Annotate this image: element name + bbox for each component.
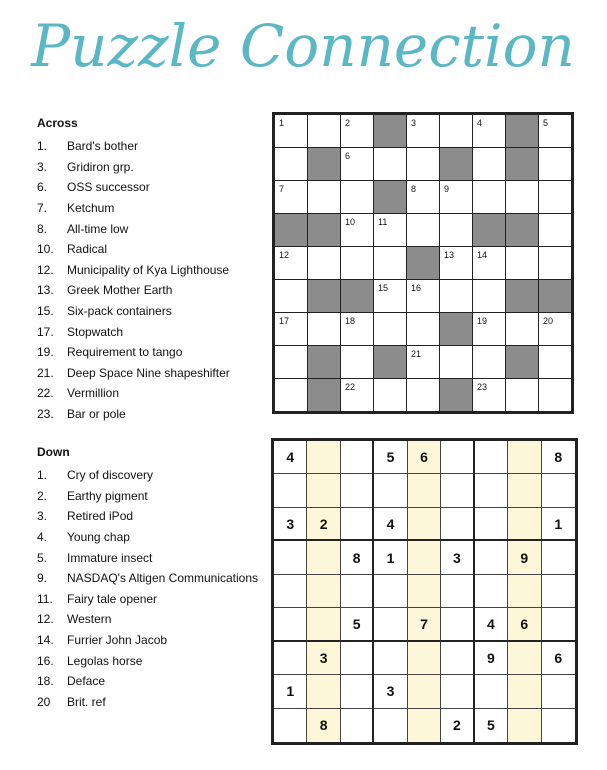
sudoku-given: 4	[475, 608, 508, 641]
crossword-clue-number: 5	[543, 118, 549, 128]
down-heading: Down	[37, 445, 70, 459]
clue-number: 17.	[37, 324, 54, 339]
clue-text: Deep Space Nine shapeshifter	[67, 365, 230, 380]
sudoku-given: 8	[341, 541, 374, 574]
sudoku-cell[interactable]	[441, 474, 474, 507]
clue-number: 12.	[37, 262, 54, 277]
crossword-cell[interactable]	[539, 346, 571, 378]
clue-text: Requirement to tango	[67, 345, 183, 360]
clue-number: 12.	[37, 612, 54, 627]
crossword-cell[interactable]	[506, 181, 538, 213]
crossword-block	[506, 280, 538, 312]
sudoku-given: 8	[542, 441, 575, 474]
crossword-cell[interactable]	[407, 313, 439, 345]
down-clues	[37, 445, 277, 712]
sudoku-cell[interactable]	[374, 474, 407, 507]
sudoku-cell[interactable]	[542, 575, 575, 608]
crossword-clue-number: 2	[345, 118, 351, 128]
crossword-cell[interactable]	[473, 181, 505, 213]
sudoku-cell[interactable]	[508, 642, 541, 675]
crossword-cell[interactable]	[539, 181, 571, 213]
sudoku-given: 4	[374, 508, 407, 541]
sudoku-grid	[271, 438, 578, 745]
crossword-cell[interactable]	[539, 115, 571, 147]
crossword-cell[interactable]	[374, 313, 406, 345]
crossword-cell[interactable]	[341, 346, 373, 378]
down-clue	[37, 589, 277, 610]
sudoku-cell[interactable]	[508, 441, 541, 474]
sudoku-cell[interactable]	[274, 575, 307, 608]
crossword-cell[interactable]	[473, 247, 505, 279]
crossword-cell[interactable]	[275, 247, 307, 279]
sudoku-cell[interactable]	[441, 508, 474, 541]
across-clue	[37, 383, 277, 404]
sudoku-cell[interactable]	[475, 474, 508, 507]
sudoku-cell[interactable]	[274, 474, 307, 507]
sudoku-given: 3	[441, 541, 474, 574]
sudoku-cell[interactable]	[274, 541, 307, 574]
crossword-cell[interactable]	[341, 379, 373, 411]
sudoku-cell[interactable]	[374, 709, 407, 742]
clue-number: 1.	[37, 139, 48, 154]
page-title	[0, 4, 607, 90]
sudoku-given: 7	[408, 608, 441, 641]
crossword-cell[interactable]	[506, 379, 538, 411]
sudoku-cell[interactable]	[374, 575, 407, 608]
crossword-clue-number: 10	[345, 217, 356, 227]
sudoku-cell[interactable]	[408, 675, 441, 708]
crossword-cell[interactable]	[275, 148, 307, 180]
crossword-clue-number: 7	[279, 184, 285, 194]
sudoku-cell[interactable]	[341, 709, 374, 742]
down-clue	[37, 547, 277, 568]
crossword-block	[374, 346, 406, 378]
clue-text: Radical	[67, 242, 108, 257]
crossword-cell[interactable]	[473, 148, 505, 180]
down-clue	[37, 630, 277, 651]
crossword-cell[interactable]	[440, 214, 472, 246]
clue-number: 21.	[37, 365, 54, 380]
crossword-grid	[272, 112, 574, 414]
sudoku-cell[interactable]	[475, 441, 508, 474]
across-clue	[37, 363, 277, 384]
sudoku-cell[interactable]	[408, 642, 441, 675]
crossword-block	[506, 214, 538, 246]
crossword-cell[interactable]	[539, 214, 571, 246]
down-clue	[37, 506, 277, 527]
crossword-cell[interactable]	[407, 379, 439, 411]
sudoku-cell[interactable]	[408, 541, 441, 574]
across-clue	[37, 218, 277, 239]
crossword-cell[interactable]	[407, 148, 439, 180]
crossword-cell[interactable]	[506, 247, 538, 279]
crossword-clue-number: 11	[378, 217, 388, 227]
clue-number: 5.	[37, 550, 48, 565]
clue-text: NASDAQ's Altigen Communications	[67, 571, 259, 586]
sudoku-given: 6	[542, 642, 575, 675]
crossword-cell[interactable]	[473, 280, 505, 312]
sudoku-cell[interactable]	[542, 709, 575, 742]
sudoku-cell[interactable]	[508, 508, 541, 541]
clue-text: OSS successor	[67, 180, 150, 195]
clue-number: 1.	[37, 468, 48, 483]
crossword-cell[interactable]	[440, 280, 472, 312]
crossword-cell[interactable]	[440, 115, 472, 147]
sudoku-cell[interactable]	[341, 441, 374, 474]
sudoku-cell[interactable]	[341, 675, 374, 708]
sudoku-cell[interactable]	[307, 474, 340, 507]
crossword-block	[473, 214, 505, 246]
clue-number: 10.	[37, 242, 54, 257]
across-clues	[37, 116, 277, 424]
down-clue	[37, 568, 277, 589]
sudoku-given: 8	[307, 709, 340, 742]
sudoku-cell[interactable]	[307, 675, 340, 708]
crossword-block	[440, 313, 472, 345]
down-clue	[37, 465, 277, 486]
down-clue	[37, 527, 277, 548]
sudoku-given: 9	[475, 642, 508, 675]
crossword-clue-number: 22	[345, 382, 356, 392]
crossword-block	[308, 148, 340, 180]
sudoku-cell[interactable]	[441, 642, 474, 675]
crossword-clue-number: 18	[345, 316, 356, 326]
crossword-cell[interactable]	[275, 181, 307, 213]
crossword-cell[interactable]	[407, 115, 439, 147]
clue-number: 14.	[37, 633, 54, 648]
crossword-clue-number: 15	[378, 283, 389, 293]
across-clue	[37, 136, 277, 157]
sudoku-given: 5	[475, 709, 508, 742]
clue-text: Furrier John Jacob	[67, 633, 168, 648]
clue-number: 4.	[37, 530, 48, 545]
sudoku-cell[interactable]	[408, 474, 441, 507]
crossword-cell[interactable]	[539, 148, 571, 180]
sudoku-cell[interactable]	[508, 575, 541, 608]
crossword-cell[interactable]	[473, 379, 505, 411]
clue-text: Earthy pigment	[67, 488, 148, 503]
crossword-clue-number: 23	[477, 382, 488, 392]
across-clue	[37, 342, 277, 363]
crossword-block	[308, 214, 340, 246]
crossword-block	[308, 346, 340, 378]
sudoku-cell[interactable]	[508, 675, 541, 708]
crossword-cell[interactable]	[473, 115, 505, 147]
clue-text: Municipality of Kya Lighthouse	[67, 262, 230, 277]
crossword-cell[interactable]	[374, 379, 406, 411]
sudoku-given: 6	[508, 608, 541, 641]
clue-text: Six-pack containers	[67, 304, 172, 319]
sudoku-cell[interactable]	[475, 508, 508, 541]
crossword-cell[interactable]	[539, 247, 571, 279]
crossword-block	[308, 280, 340, 312]
sudoku-cell[interactable]	[475, 575, 508, 608]
crossword-block	[308, 379, 340, 411]
crossword-cell[interactable]	[407, 181, 439, 213]
crossword-cell[interactable]	[506, 313, 538, 345]
clue-text: Western	[67, 612, 112, 627]
sudoku-given: 3	[374, 675, 407, 708]
clue-text: Ketchum	[67, 201, 115, 216]
clue-number: 19.	[37, 345, 54, 360]
clue-text: Bard's bother	[67, 139, 138, 154]
crossword-block	[407, 247, 439, 279]
sudoku-cell[interactable]	[374, 642, 407, 675]
across-clue	[37, 301, 277, 322]
clue-number: 3.	[37, 509, 48, 524]
clue-number: 8.	[37, 221, 48, 236]
sudoku-cell[interactable]	[542, 541, 575, 574]
sudoku-cell[interactable]	[274, 608, 307, 641]
clue-text: Deface	[67, 674, 106, 689]
crossword-cell[interactable]	[308, 181, 340, 213]
crossword-block	[506, 148, 538, 180]
clue-text: Immature insect	[67, 550, 153, 565]
crossword-cell[interactable]	[341, 313, 373, 345]
sudoku-cell[interactable]	[408, 575, 441, 608]
crossword-block	[374, 181, 406, 213]
crossword-cell[interactable]	[539, 313, 571, 345]
crossword-block	[440, 379, 472, 411]
clue-number: 15.	[37, 304, 54, 319]
sudoku-cell[interactable]	[441, 608, 474, 641]
crossword-clue-number: 12	[279, 250, 290, 260]
across-clue	[37, 177, 277, 198]
sudoku-cell[interactable]	[341, 474, 374, 507]
sudoku-given: 6	[408, 441, 441, 474]
crossword-cell[interactable]	[275, 379, 307, 411]
across-clue	[37, 404, 277, 425]
sudoku-cell[interactable]	[274, 642, 307, 675]
sudoku-cell[interactable]	[341, 575, 374, 608]
clue-text: Retired iPod	[67, 509, 134, 524]
clue-number: 18.	[37, 674, 54, 689]
sudoku-given: 4	[274, 441, 307, 474]
sudoku-cell[interactable]	[274, 709, 307, 742]
crossword-cell[interactable]	[275, 115, 307, 147]
crossword-cell[interactable]	[308, 115, 340, 147]
crossword-cell[interactable]	[473, 346, 505, 378]
crossword-cell[interactable]	[374, 214, 406, 246]
across-clue	[37, 280, 277, 301]
sudoku-given: 1	[274, 675, 307, 708]
crossword-clue-number: 21	[411, 349, 422, 359]
crossword-cell[interactable]	[440, 346, 472, 378]
crossword-clue-number: 3	[411, 118, 417, 128]
crossword-clue-number: 6	[345, 151, 351, 161]
crossword-cell[interactable]	[440, 181, 472, 213]
across-clue-list	[37, 136, 277, 424]
crossword-cell[interactable]	[341, 214, 373, 246]
clue-text: Vermillion	[67, 386, 120, 401]
clue-text: Brit. ref	[67, 694, 106, 709]
sudoku-cell[interactable]	[341, 642, 374, 675]
sudoku-cell[interactable]	[307, 541, 340, 574]
across-heading: Across	[37, 116, 78, 130]
sudoku-cell[interactable]	[441, 575, 474, 608]
clue-text: Bar or pole	[67, 407, 126, 422]
crossword-cell[interactable]	[374, 148, 406, 180]
crossword-cell[interactable]	[473, 313, 505, 345]
crossword-cell[interactable]	[374, 280, 406, 312]
sudoku-cell[interactable]	[307, 575, 340, 608]
clue-number: 11.	[37, 591, 53, 606]
down-clue	[37, 671, 277, 692]
crossword-cell[interactable]	[308, 313, 340, 345]
sudoku-cell[interactable]	[508, 474, 541, 507]
clue-number: 20	[37, 694, 51, 709]
clue-text: Greek Mother Earth	[67, 283, 173, 298]
sudoku-given: 9	[508, 541, 541, 574]
across-clue	[37, 198, 277, 219]
crossword-block	[506, 115, 538, 147]
clue-text: Stopwatch	[67, 324, 124, 339]
crossword-cell[interactable]	[341, 148, 373, 180]
crossword-cell[interactable]	[407, 280, 439, 312]
crossword-cell[interactable]	[341, 247, 373, 279]
down-clue-list	[37, 465, 277, 712]
clue-text: Fairy tale opener	[67, 591, 158, 606]
sudoku-given: 3	[307, 642, 340, 675]
clue-number: 13.	[37, 283, 54, 298]
crossword-block	[374, 115, 406, 147]
clue-number: 23.	[37, 407, 54, 422]
sudoku-cell[interactable]	[542, 675, 575, 708]
clue-text: Legolas horse	[67, 653, 143, 668]
page-title-text: Puzzle Connection	[31, 12, 575, 80]
crossword-clue-number: 13	[444, 250, 455, 260]
clue-text: Gridiron grp.	[67, 159, 134, 174]
clue-number: 22.	[37, 386, 54, 401]
sudoku-cell[interactable]	[542, 474, 575, 507]
sudoku-cell[interactable]	[408, 508, 441, 541]
crossword-cell[interactable]	[308, 247, 340, 279]
sudoku-cell[interactable]	[542, 608, 575, 641]
crossword-cell[interactable]	[440, 247, 472, 279]
sudoku-cell[interactable]	[307, 441, 340, 474]
sudoku-given: 3	[274, 508, 307, 541]
sudoku-cell[interactable]	[508, 709, 541, 742]
crossword-cell[interactable]	[275, 280, 307, 312]
across-clue	[37, 321, 277, 342]
crossword-block	[539, 280, 571, 312]
crossword-block	[275, 214, 307, 246]
sudoku-cell[interactable]	[475, 675, 508, 708]
crossword-cell[interactable]	[539, 379, 571, 411]
clue-number: 6.	[37, 180, 48, 195]
sudoku-given: 1	[542, 508, 575, 541]
sudoku-cell[interactable]	[374, 608, 407, 641]
crossword-block	[506, 346, 538, 378]
crossword-cell[interactable]	[275, 346, 307, 378]
crossword-cell[interactable]	[407, 346, 439, 378]
crossword-block	[440, 148, 472, 180]
crossword-cell[interactable]	[341, 181, 373, 213]
crossword-clue-number: 4	[477, 118, 483, 128]
sudoku-given: 2	[441, 709, 474, 742]
crossword-clue-number: 8	[411, 184, 417, 194]
sudoku-given: 2	[307, 508, 340, 541]
crossword-cell[interactable]	[275, 313, 307, 345]
crossword-clue-number: 20	[543, 316, 554, 326]
across-clue	[37, 157, 277, 178]
sudoku-cell[interactable]	[408, 709, 441, 742]
clue-number: 7.	[37, 201, 48, 216]
crossword-clue-number: 14	[477, 250, 488, 260]
crossword-cell[interactable]	[407, 214, 439, 246]
crossword-clue-number: 19	[477, 316, 488, 326]
clue-number: 2.	[37, 488, 48, 503]
clue-text: All-time low	[67, 221, 129, 236]
clue-text: Young chap	[67, 530, 130, 545]
crossword-clue-number: 1	[279, 118, 285, 128]
clue-number: 9.	[37, 571, 48, 586]
sudoku-cell[interactable]	[307, 608, 340, 641]
down-clue	[37, 692, 277, 713]
down-clue	[37, 486, 277, 507]
sudoku-given: 1	[374, 541, 407, 574]
down-clue	[37, 650, 277, 671]
crossword-clue-number: 9	[444, 184, 450, 194]
sudoku-cell[interactable]	[341, 508, 374, 541]
sudoku-cell[interactable]	[441, 675, 474, 708]
crossword-clue-number: 16	[411, 283, 422, 293]
sudoku-cell[interactable]	[441, 441, 474, 474]
sudoku-cell[interactable]	[475, 541, 508, 574]
crossword-clue-number: 17	[279, 316, 290, 326]
crossword-cell[interactable]	[341, 115, 373, 147]
across-clue	[37, 239, 277, 260]
clue-number: 3.	[37, 159, 48, 174]
crossword-cell[interactable]	[374, 247, 406, 279]
sudoku-given: 5	[374, 441, 407, 474]
sudoku-given: 5	[341, 608, 374, 641]
clue-number: 16.	[37, 653, 54, 668]
down-clue	[37, 609, 277, 630]
crossword-block	[341, 280, 373, 312]
across-clue	[37, 260, 277, 281]
clue-text: Cry of discovery	[67, 468, 154, 483]
